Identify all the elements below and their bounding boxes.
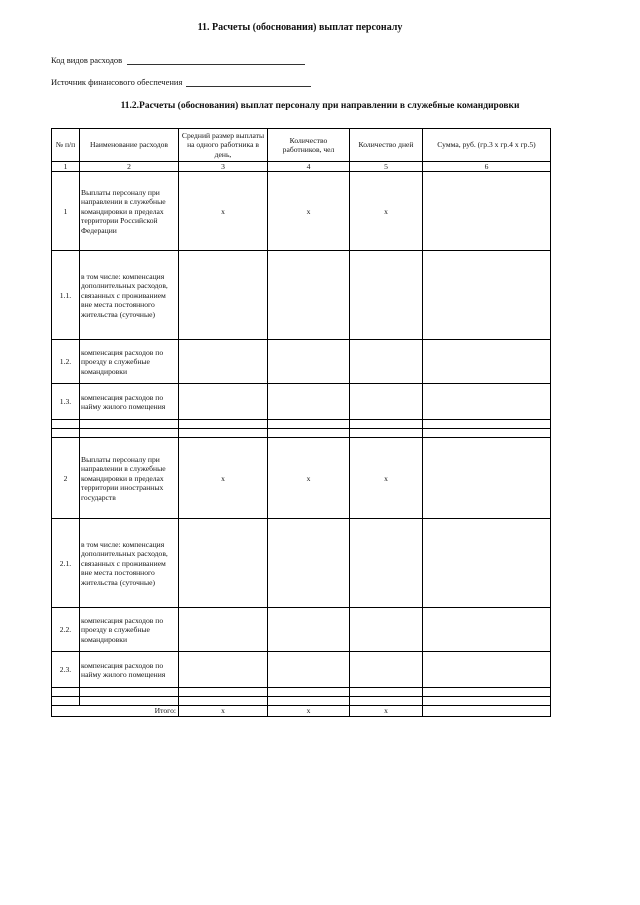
table-row xyxy=(52,438,551,519)
row-name: компенсация расходов по проезду в служебные командировки xyxy=(80,608,179,652)
cell-workers[interactable] xyxy=(268,608,350,652)
row-name: компенсация расходов по найму жилого помещения xyxy=(80,384,179,420)
cell-avg-payment[interactable] xyxy=(179,697,268,706)
cell-workers[interactable] xyxy=(268,697,350,706)
table-row xyxy=(52,384,551,420)
cell-workers[interactable]: х xyxy=(268,438,350,519)
cell-sum[interactable] xyxy=(423,652,551,688)
cell-workers[interactable] xyxy=(268,429,350,438)
col-number: 6 xyxy=(423,162,551,172)
cell-days[interactable] xyxy=(350,420,423,429)
cell-days[interactable] xyxy=(350,652,423,688)
table-row xyxy=(52,519,551,608)
header-row xyxy=(52,129,551,162)
cell-days[interactable] xyxy=(350,697,423,706)
header-days: Количество дней xyxy=(350,129,423,162)
table-row xyxy=(52,697,551,706)
row-name: компенсация расходов по найму жилого помещения xyxy=(80,652,179,688)
table-row xyxy=(52,688,551,697)
cell-days[interactable]: х xyxy=(350,438,423,519)
cell-days[interactable]: х xyxy=(350,172,423,251)
cell-avg-payment[interactable]: х xyxy=(179,438,268,519)
header-workers: Количество работников, чел xyxy=(268,129,350,162)
cell-days[interactable] xyxy=(350,519,423,608)
cell-workers[interactable] xyxy=(268,519,350,608)
cell-workers[interactable] xyxy=(268,420,350,429)
row-name xyxy=(80,688,179,697)
expense-code-field xyxy=(51,55,305,65)
cell-sum[interactable] xyxy=(423,697,551,706)
row-number: 1.2. xyxy=(52,340,80,384)
cell-workers[interactable] xyxy=(268,688,350,697)
cell-avg-payment[interactable]: х xyxy=(179,172,268,251)
cell-workers[interactable]: х xyxy=(268,172,350,251)
col-number: 1 xyxy=(52,162,80,172)
cell-avg-payment[interactable] xyxy=(179,652,268,688)
total-label: Итого: xyxy=(52,706,179,716)
cell-sum[interactable] xyxy=(423,384,551,420)
cell-avg-payment[interactable] xyxy=(179,420,268,429)
row-name: компенсация расходов по проезду в служебные командировки xyxy=(80,340,179,384)
table-row xyxy=(52,420,551,429)
total-workers: х xyxy=(268,706,350,716)
payments-table xyxy=(51,128,551,717)
row-number: 1.3. xyxy=(52,384,80,420)
header-avg-payment: Средний размер выплаты на одного работника в день, xyxy=(179,129,268,162)
col-number: 5 xyxy=(350,162,423,172)
cell-sum[interactable] xyxy=(423,420,551,429)
expense-code-label: Код видов расходов xyxy=(51,55,123,65)
table-row xyxy=(52,251,551,340)
header-sum: Сумма, руб. (гр.3 х гр.4 х гр.5) xyxy=(423,129,551,162)
row-number: 2.2. xyxy=(52,608,80,652)
cell-days[interactable] xyxy=(350,251,423,340)
cell-sum[interactable] xyxy=(423,429,551,438)
col-number: 4 xyxy=(268,162,350,172)
total-days: х xyxy=(350,706,423,716)
row-number: 1 xyxy=(52,172,80,251)
funding-source-input[interactable] xyxy=(186,77,311,87)
total-avg-payment: х xyxy=(179,706,268,716)
column-numbers-row xyxy=(52,162,551,172)
total-sum[interactable] xyxy=(423,706,551,716)
cell-days[interactable] xyxy=(350,429,423,438)
header-name: Наименование расходов xyxy=(80,129,179,162)
cell-sum[interactable] xyxy=(423,251,551,340)
cell-workers[interactable] xyxy=(268,340,350,384)
page-title: 11. Расчеты (обоснования) выплат персоналу xyxy=(197,22,403,33)
table-row xyxy=(52,429,551,438)
row-number: 1.1. xyxy=(52,251,80,340)
cell-workers[interactable] xyxy=(268,251,350,340)
row-number: 2.3. xyxy=(52,652,80,688)
row-name: в том числе: компенсация дополнительных расходов, связанных с проживанием вне места постоянного жительства (суточные) xyxy=(80,251,179,340)
row-name xyxy=(80,429,179,438)
col-number: 3 xyxy=(179,162,268,172)
row-number xyxy=(52,429,80,438)
funding-source-label: Источник финансового обеспечения xyxy=(51,77,183,87)
cell-sum[interactable] xyxy=(423,438,551,519)
cell-days[interactable] xyxy=(350,608,423,652)
cell-sum[interactable] xyxy=(423,688,551,697)
table-row xyxy=(52,340,551,384)
row-name: Выплаты персоналу при направлении в служебные командировки в пределах территории Российской Федерации xyxy=(80,172,179,251)
cell-avg-payment[interactable] xyxy=(179,251,268,340)
row-name xyxy=(80,697,179,706)
cell-sum[interactable] xyxy=(423,519,551,608)
table-row xyxy=(52,172,551,251)
row-name xyxy=(80,420,179,429)
cell-days[interactable] xyxy=(350,384,423,420)
cell-workers[interactable] xyxy=(268,384,350,420)
cell-avg-payment[interactable] xyxy=(179,429,268,438)
cell-sum[interactable] xyxy=(423,608,551,652)
cell-avg-payment[interactable] xyxy=(179,688,268,697)
cell-sum[interactable] xyxy=(423,340,551,384)
cell-avg-payment[interactable] xyxy=(179,608,268,652)
cell-sum[interactable] xyxy=(423,172,551,251)
table-row xyxy=(52,652,551,688)
row-number: 2.1. xyxy=(52,519,80,608)
cell-avg-payment[interactable] xyxy=(179,384,268,420)
funding-source-field xyxy=(51,77,311,87)
header-num: № п/п xyxy=(52,129,80,162)
cell-avg-payment[interactable] xyxy=(179,340,268,384)
total-row xyxy=(52,706,551,716)
row-number: 2 xyxy=(52,438,80,519)
col-number: 2 xyxy=(80,162,179,172)
cell-workers[interactable] xyxy=(268,652,350,688)
row-number xyxy=(52,688,80,697)
table-row xyxy=(52,608,551,652)
cell-days[interactable] xyxy=(350,340,423,384)
row-number xyxy=(52,697,80,706)
cell-days[interactable] xyxy=(350,688,423,697)
cell-avg-payment[interactable] xyxy=(179,519,268,608)
section-subtitle: 11.2.Расчеты (обоснования) выплат персоналу при направлении в служебные командировки xyxy=(120,101,520,111)
row-name: Выплаты персоналу при направлении в служебные командировки в пределах территории иностранных государств xyxy=(80,438,179,519)
expense-code-input[interactable] xyxy=(127,55,305,65)
row-name: в том числе: компенсация дополнительных расходов, связанных с проживанием вне места постоянного жительства (суточные) xyxy=(80,519,179,608)
row-number xyxy=(52,420,80,429)
